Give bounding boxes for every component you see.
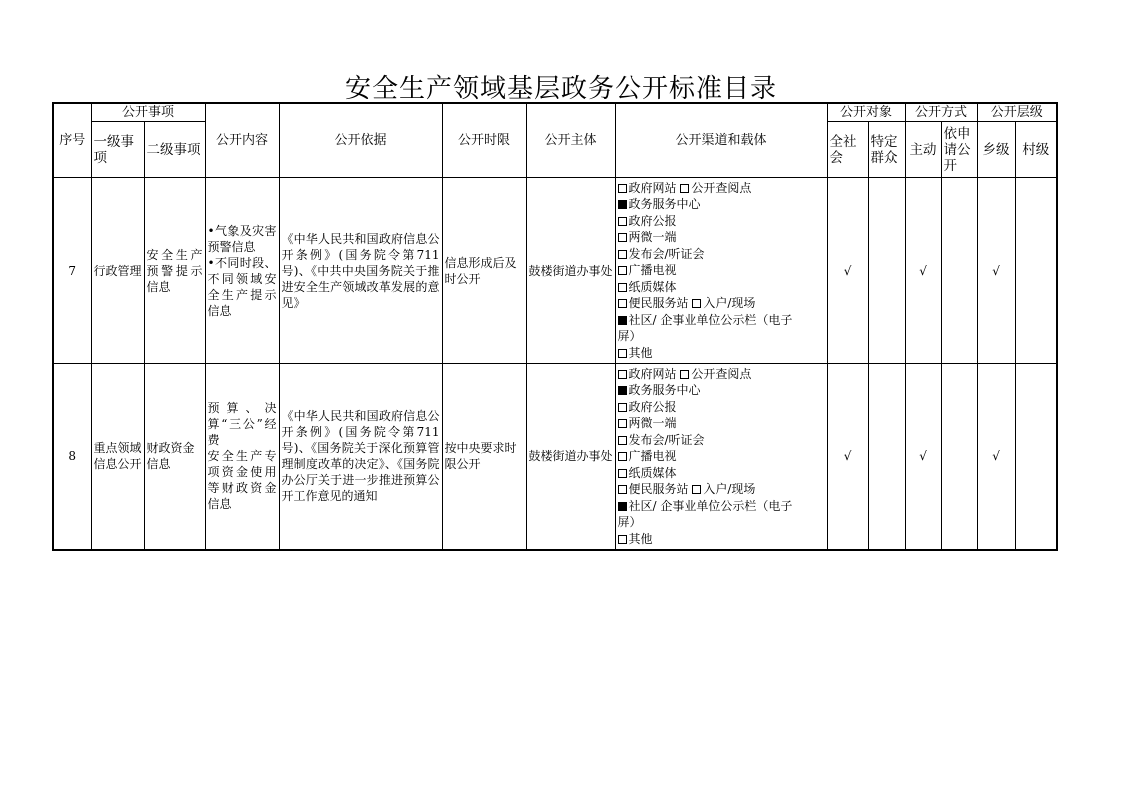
empty-checkbox-icon <box>618 419 627 428</box>
row-level2: 财政资金信息 <box>144 364 205 550</box>
row-specific <box>868 364 905 550</box>
channel-line <box>618 465 825 482</box>
filled-checkbox-icon <box>618 316 627 325</box>
row-level1: 行政管理 <box>91 178 144 364</box>
channel-line <box>618 229 825 246</box>
channel-line <box>618 399 825 416</box>
channel-label: 屏） <box>617 329 642 344</box>
channel-label: 政务服务中心 <box>628 197 701 212</box>
row-subject: 鼓楼街道办事处 <box>526 178 615 364</box>
channel-line <box>618 498 825 515</box>
header-township: 乡级 <box>977 122 1015 178</box>
row-seq: 7 <box>53 178 91 364</box>
header-on-request: 依申请公开 <box>941 122 977 178</box>
channel-line <box>618 246 825 263</box>
channel-label: 纸质媒体 <box>628 465 677 480</box>
header-level2: 二级事项 <box>144 122 205 178</box>
empty-checkbox-icon <box>618 452 627 461</box>
empty-checkbox-icon <box>618 250 627 259</box>
row-township: √ <box>977 364 1015 550</box>
channel-line <box>618 531 825 548</box>
channel-line <box>618 262 825 279</box>
empty-checkbox-icon <box>618 370 627 379</box>
channel-label: 广播电视 <box>628 449 677 463</box>
catalog-table <box>52 102 1058 551</box>
empty-checkbox-icon <box>618 535 627 544</box>
empty-checkbox-icon <box>618 283 627 292</box>
channel-line <box>618 180 825 197</box>
channel-label: 屏） <box>617 515 642 529</box>
row-level1: 重点领域信息公开 <box>91 364 144 550</box>
header-village: 村级 <box>1015 122 1057 178</box>
row-active: √ <box>905 178 941 364</box>
row-all-society: √ <box>827 364 868 550</box>
row-content: •气象及灾害预警信息 •不同时段、不同领域安全生产提示信息 <box>205 178 279 364</box>
channel-label: 其他 <box>628 345 653 360</box>
channel-line <box>618 481 825 498</box>
row-basis: 《中华人民共和国政府信息公开条例》(国务院令第711号)、《国务院关于深化预算管理制度改革的决定》、《国务院办公厅关于进一步推进预算公开工作意见的通知 <box>279 364 442 550</box>
channel-label: 便民服务站 <box>628 296 689 311</box>
row-channels <box>615 364 827 550</box>
channel-line <box>618 328 825 345</box>
empty-checkbox-icon <box>618 266 627 275</box>
header-channels: 公开渠道和载体 <box>615 103 827 178</box>
empty-checkbox-icon <box>618 184 627 193</box>
channel-line <box>618 312 825 329</box>
channel-label: 发布会/听证会 <box>628 246 705 261</box>
row-deadline: 按中央要求时限公开 <box>442 364 526 550</box>
channel-label: 纸质媒体 <box>628 279 677 294</box>
channel-label: 公开查阅点 <box>691 180 752 195</box>
header-group-target: 公开对象 <box>827 103 905 122</box>
header-specific: 特定群众 <box>868 122 905 178</box>
empty-checkbox-icon <box>680 184 689 193</box>
empty-checkbox-icon <box>692 299 701 308</box>
header-level1: 一级事项 <box>91 122 144 178</box>
channel-line <box>618 345 825 362</box>
channel-line <box>618 382 825 399</box>
row-basis: 《中华人民共和国政府信息公开条例》(国务院令第711号)、《中共中央国务院关于推进安全生产领域改革发展的意见》 <box>279 178 442 364</box>
channel-line <box>618 279 825 296</box>
empty-checkbox-icon <box>692 485 701 494</box>
header-group-level: 公开层级 <box>977 103 1057 122</box>
channel-label: 公开查阅点 <box>691 366 752 381</box>
channel-label: 社区/ 企事业单位公示栏（电子 <box>628 498 793 513</box>
channel-label: 两微一端 <box>628 230 677 245</box>
channel-label: 政务服务中心 <box>628 383 701 397</box>
channel-label: 两微一端 <box>628 416 677 430</box>
channel-label: 政府网站 <box>628 366 677 381</box>
row-on-request <box>941 178 977 364</box>
channel-label: 便民服务站 <box>628 482 689 496</box>
filled-checkbox-icon <box>618 386 627 395</box>
table-row <box>53 364 1057 550</box>
header-subject: 公开主体 <box>526 103 615 178</box>
channel-label: 其他 <box>628 531 653 546</box>
channel-label: 政府公报 <box>628 399 677 414</box>
channel-label: 入户/现场 <box>703 296 756 311</box>
channel-line <box>618 366 825 383</box>
empty-checkbox-icon <box>618 299 627 308</box>
row-level2: 安全生产预警提示信息 <box>144 178 205 364</box>
empty-checkbox-icon <box>618 469 627 478</box>
row-all-society: √ <box>827 178 868 364</box>
header-seq: 序号 <box>53 103 91 178</box>
empty-checkbox-icon <box>618 233 627 242</box>
empty-checkbox-icon <box>618 436 627 445</box>
page-title: 安全生产领域基层政务公开标准目录 <box>344 74 777 104</box>
channel-label: 发布会/听证会 <box>628 432 705 447</box>
channel-line <box>618 448 825 465</box>
row-subject: 鼓楼街道办事处 <box>526 364 615 550</box>
header-all-society: 全社会 <box>827 122 868 178</box>
channel-line <box>618 514 825 531</box>
filled-checkbox-icon <box>618 200 627 209</box>
channel-line <box>618 415 825 432</box>
channel-label: 社区/ 企事业单位公示栏（电子 <box>628 312 793 327</box>
channel-label: 广播电视 <box>628 263 677 278</box>
row-channels <box>615 178 827 364</box>
row-specific <box>868 178 905 364</box>
channel-line <box>618 295 825 312</box>
row-village <box>1015 364 1057 550</box>
table-row <box>53 178 1057 364</box>
row-active: √ <box>905 364 941 550</box>
channel-line <box>618 432 825 449</box>
channel-label: 政府公报 <box>628 213 677 228</box>
row-seq: 8 <box>53 364 91 550</box>
empty-checkbox-icon <box>618 485 627 494</box>
row-deadline: 信息形成后及时公开 <box>442 178 526 364</box>
header-group-method: 公开方式 <box>905 103 977 122</box>
row-content: 预算、决算“三公”经费 安全生产专项资金使用等财政资金信息 <box>205 364 279 550</box>
header-active: 主动 <box>905 122 941 178</box>
row-village <box>1015 178 1057 364</box>
header-group-items: 公开事项 <box>91 103 205 122</box>
empty-checkbox-icon <box>618 403 627 412</box>
channel-label: 政府网站 <box>628 180 677 195</box>
empty-checkbox-icon <box>618 217 627 226</box>
channel-line <box>618 213 825 230</box>
header-deadline: 公开时限 <box>442 103 526 178</box>
row-township: √ <box>977 178 1015 364</box>
header-content: 公开内容 <box>205 103 279 178</box>
row-on-request <box>941 364 977 550</box>
header-basis: 公开依据 <box>279 103 442 178</box>
channel-label: 入户/现场 <box>703 482 756 496</box>
filled-checkbox-icon <box>618 502 627 511</box>
empty-checkbox-icon <box>618 349 627 358</box>
channel-line <box>618 196 825 213</box>
empty-checkbox-icon <box>680 370 689 379</box>
